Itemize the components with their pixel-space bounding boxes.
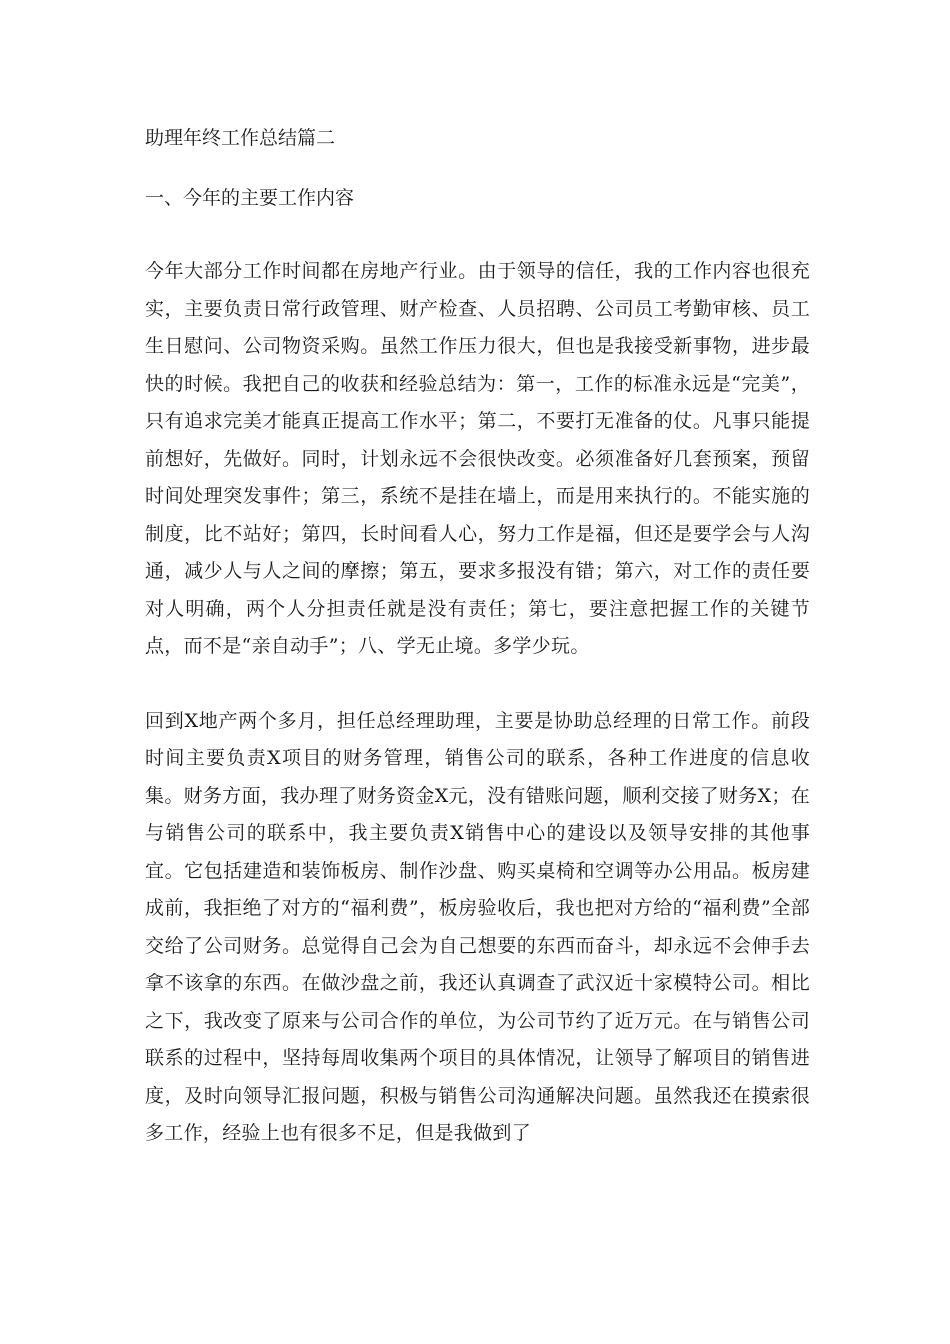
document-title: 助理年终工作总结篇二: [145, 127, 336, 149]
paragraph: 今年大部分工作时间都在房地产行业。由于领导的信任，我的工作内容也很充实，主要负责日常行政管理、财产检查、人员招聘、公司员工考勤审核、员工生日慰问、公司物资采购。虽然工作压力很大，但也是我接受新事物，进步最快的时候。我把自己的收获和经验总结为：第一，工作的标准永远是“完美”，只有追求完美才能真正提高工作水平；第二，不要打无准备的仗。凡事只能提前想好，先做好。同时，计划永远不会很快改变。必须准备好几套预案，预留时间处理突发事件；第三，系统不是挂在墙上，而是用来执行的。不能实施的制度，比不站好；第四，长时间看人心，努力工作是福，但还是要学会与人沟通，减少人与人之间的摩擦；第五，要求多报没有错；第六，对工作的责任要对人明确，两个人分担责任就是没有责任；第七，要注意把握工作的关键节点，而不是“亲自动手”；八、学无止境。多学少玩。: [145, 260, 810, 657]
section-heading: 一、今年的主要工作内容: [145, 187, 355, 209]
paragraph: 回到X地产两个多月，担任总经理助理，主要是协助总经理的日常工作。前段时间主要负责X项目的财务管理，销售公司的联系，各种工作进度的信息收集。财务方面，我办理了财务资金X元，没有错账问题，顺利交接了财务X；在与销售公司的联系中，我主要负责X销售中心的建设以及领导安排的其他事宜。它包括建造和装饰板房、制作沙盘、购买桌椅和空调等办公用品。板房建成前，我拒绝了对方的“福利费”，板房验收后，我也把对方给的“福利费”全部交给了公司财务。总觉得自己会为自己想要的东西而奋斗，却永远不会伸手去拿不该拿的东西。在做沙盘之前，我还认真调查了武汉近十家模特公司。相比之下，我改变了原来与公司合作的单位，为公司节约了近万元。在与销售公司联系的过程中，坚持每周收集两个项目的具体情况，让领导了解项目的销售进度，及时向领导汇报问题，积极与销售公司沟通解决问题。虽然我还在摸索很多工作，经验上也有很多不足，但是我做到了: [145, 709, 810, 1144]
document-body: [145, 120, 810, 1153]
